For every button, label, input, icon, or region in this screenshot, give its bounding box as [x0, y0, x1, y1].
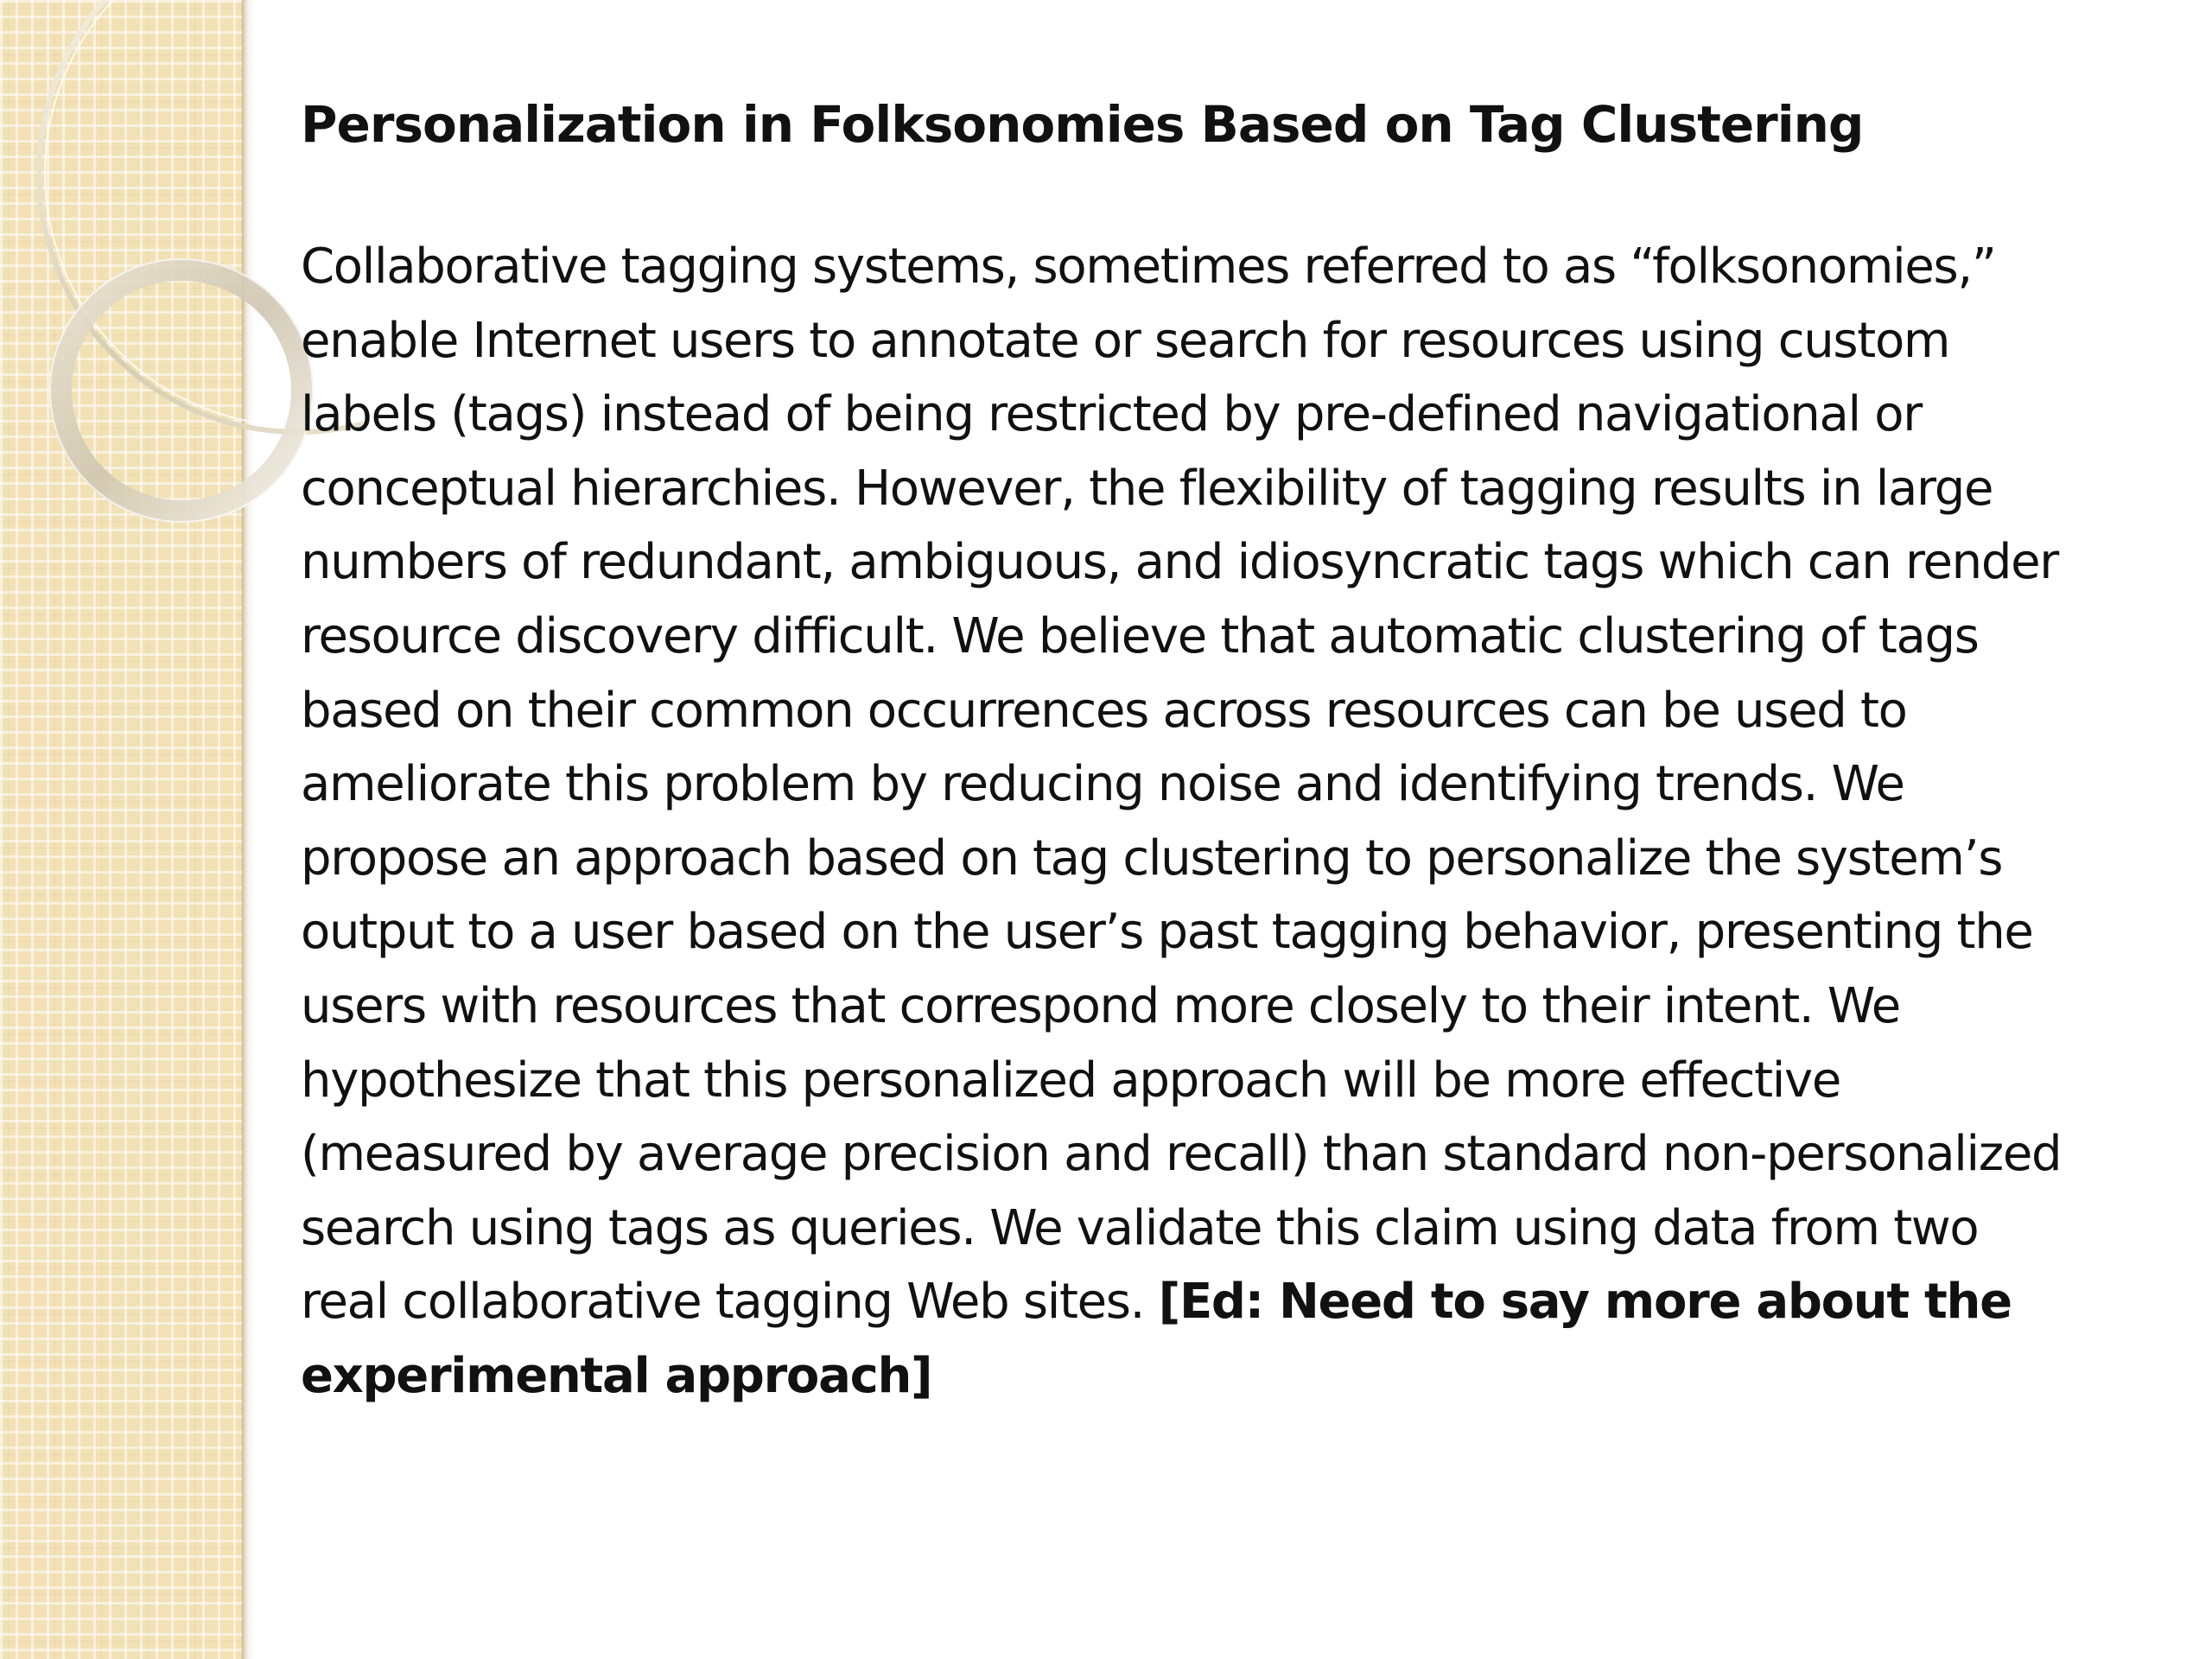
slide-title: Personalization in Folksonomies Based on Tag Clustering: [301, 95, 1864, 154]
abstract-paragraph: [301, 230, 2063, 1414]
editor-note: [Ed: Need to say more about the experimental approach]: [301, 1274, 2012, 1404]
slide-content: [301, 86, 2063, 1414]
abstract-text: Collaborative tagging systems, sometimes referred to as “folksonomies,” enable Internet users to annotate or search for resources using custom labels (tags) instead of being restricted by pre-defined navigational or conceptual hierarchies. However, the flexibility of tagging results in large numbers of redundant, ambiguous, and idiosyncratic tags which can render resource discovery difficult. We believe that automatic clustering of tags based on their common occurrences across resources can be used to ameliorate this problem by reducing noise and identifying trends. We propose an approach based on tag clustering to personalize the system’s output to a user based on the user’s past tagging behavior, presenting the users with resources that correspond more closely to their intent. We hypothesize that this personalized approach will be more effective (measured by average precision and recall) than standard non-personalized search using tags as queries. We validate this claim using data from two real collaborative tagging Web sites.: [301, 238, 2062, 1331]
